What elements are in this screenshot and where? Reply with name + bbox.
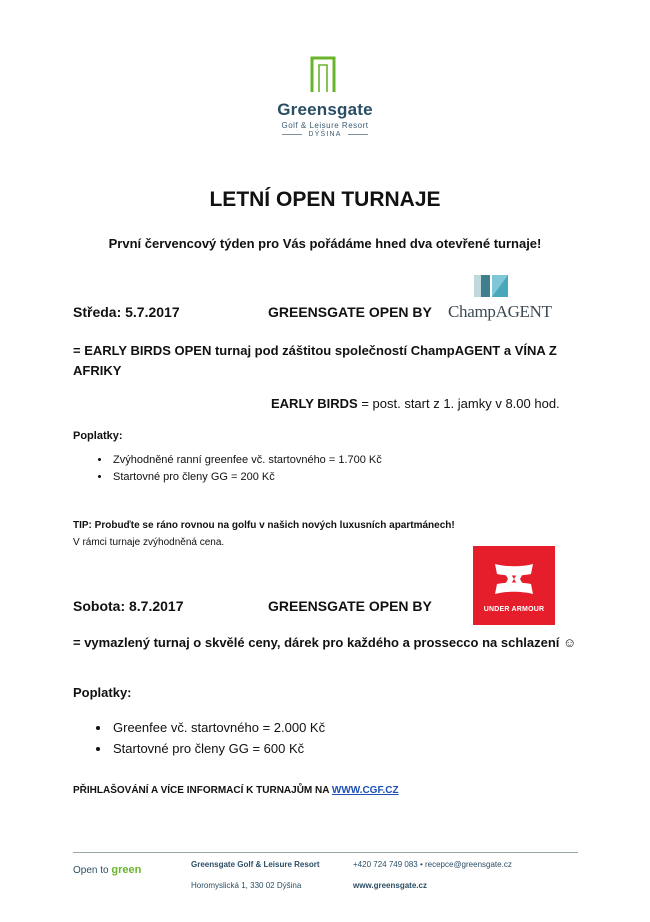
footer-resort-name: Greensgate Golf & Leisure Resort [191, 860, 320, 869]
event1-name: GREENSGATE OPEN BY [268, 304, 432, 320]
footer-address: Horomyslická 1, 330 02 Dýšina [191, 881, 302, 890]
brand-location: DÝŠINA [0, 131, 650, 138]
page-title: LETNÍ OPEN TURNAJE [209, 188, 441, 211]
intro-text: První červencový týden pro Vás pořádáme hned dva otevřené turnaje! [108, 236, 542, 251]
list-item: • Startovné pro členy GG = 200 Kč [111, 469, 382, 486]
footer-website-link[interactable]: www.greensgate.cz [353, 881, 427, 890]
tip-line: TIP: Probuďte se ráno rovnou na golfu v našich nových luxusních apartmánech! [73, 520, 455, 531]
footer-phone-email: +420 724 749 083 • recepce@greensgate.cz [353, 860, 512, 869]
event2-description: = vymazlený turnaj o skvělé ceny, dárek pro každého a prossecco na schlazení ☺ [73, 635, 577, 650]
under-armour-mark-icon [473, 546, 555, 606]
under-armour-wordmark: UNDER ARMOUR [483, 606, 545, 613]
greensgate-logo-icon [310, 56, 336, 92]
registration-info: PŘIHLAŠOVÁNÍ A VÍCE INFORMACÍ K TURNAJŮM NA WWW.CGF.CZ [73, 785, 399, 796]
event2-day: Sobota: 8.7.2017 [73, 598, 184, 614]
footer-divider [73, 852, 578, 853]
event1-day: Středa: 5.7.2017 [73, 304, 180, 320]
event1-fees-list [73, 452, 382, 486]
event2-name: GREENSGATE OPEN BY [268, 598, 432, 614]
early-birds-line: EARLY BIRDS = post. start z 1. jamky v 8.00 hod. [271, 396, 560, 411]
tip-note: V rámci turnaje zvýhodněná cena. [73, 537, 225, 548]
list-item: • Greenfee vč. startovného = 2.000 Kč [111, 717, 325, 738]
cgf-link[interactable]: WWW.CGF.CZ [331, 785, 399, 796]
event2-fees-heading: Poplatky: [73, 685, 132, 700]
brand-subtitle: Golf & Leisure Resort [281, 121, 369, 130]
champagent-logo [448, 272, 552, 328]
champagent-wordmark: ChampAGENT [448, 302, 552, 321]
event1-description: = EARLY BIRDS OPEN turnaj pod záštitou společností ChampAGENT a VÍNA Z AFRIKY [73, 343, 557, 378]
under-armour-logo [473, 546, 555, 625]
tip-block [73, 517, 455, 551]
event1-fees-heading: Poplatky: [73, 430, 123, 442]
event2-fees-list [73, 717, 325, 759]
champagent-mark-icon [448, 272, 544, 302]
list-item: • Startovné pro členy GG = 600 Kč [111, 738, 325, 759]
footer-slogan: Open to green [73, 864, 142, 876]
list-item: • Zvýhodněné ranní greenfee vč. startovného = 1.700 Kč [111, 452, 382, 469]
brand-name: Greensgate [277, 100, 373, 119]
